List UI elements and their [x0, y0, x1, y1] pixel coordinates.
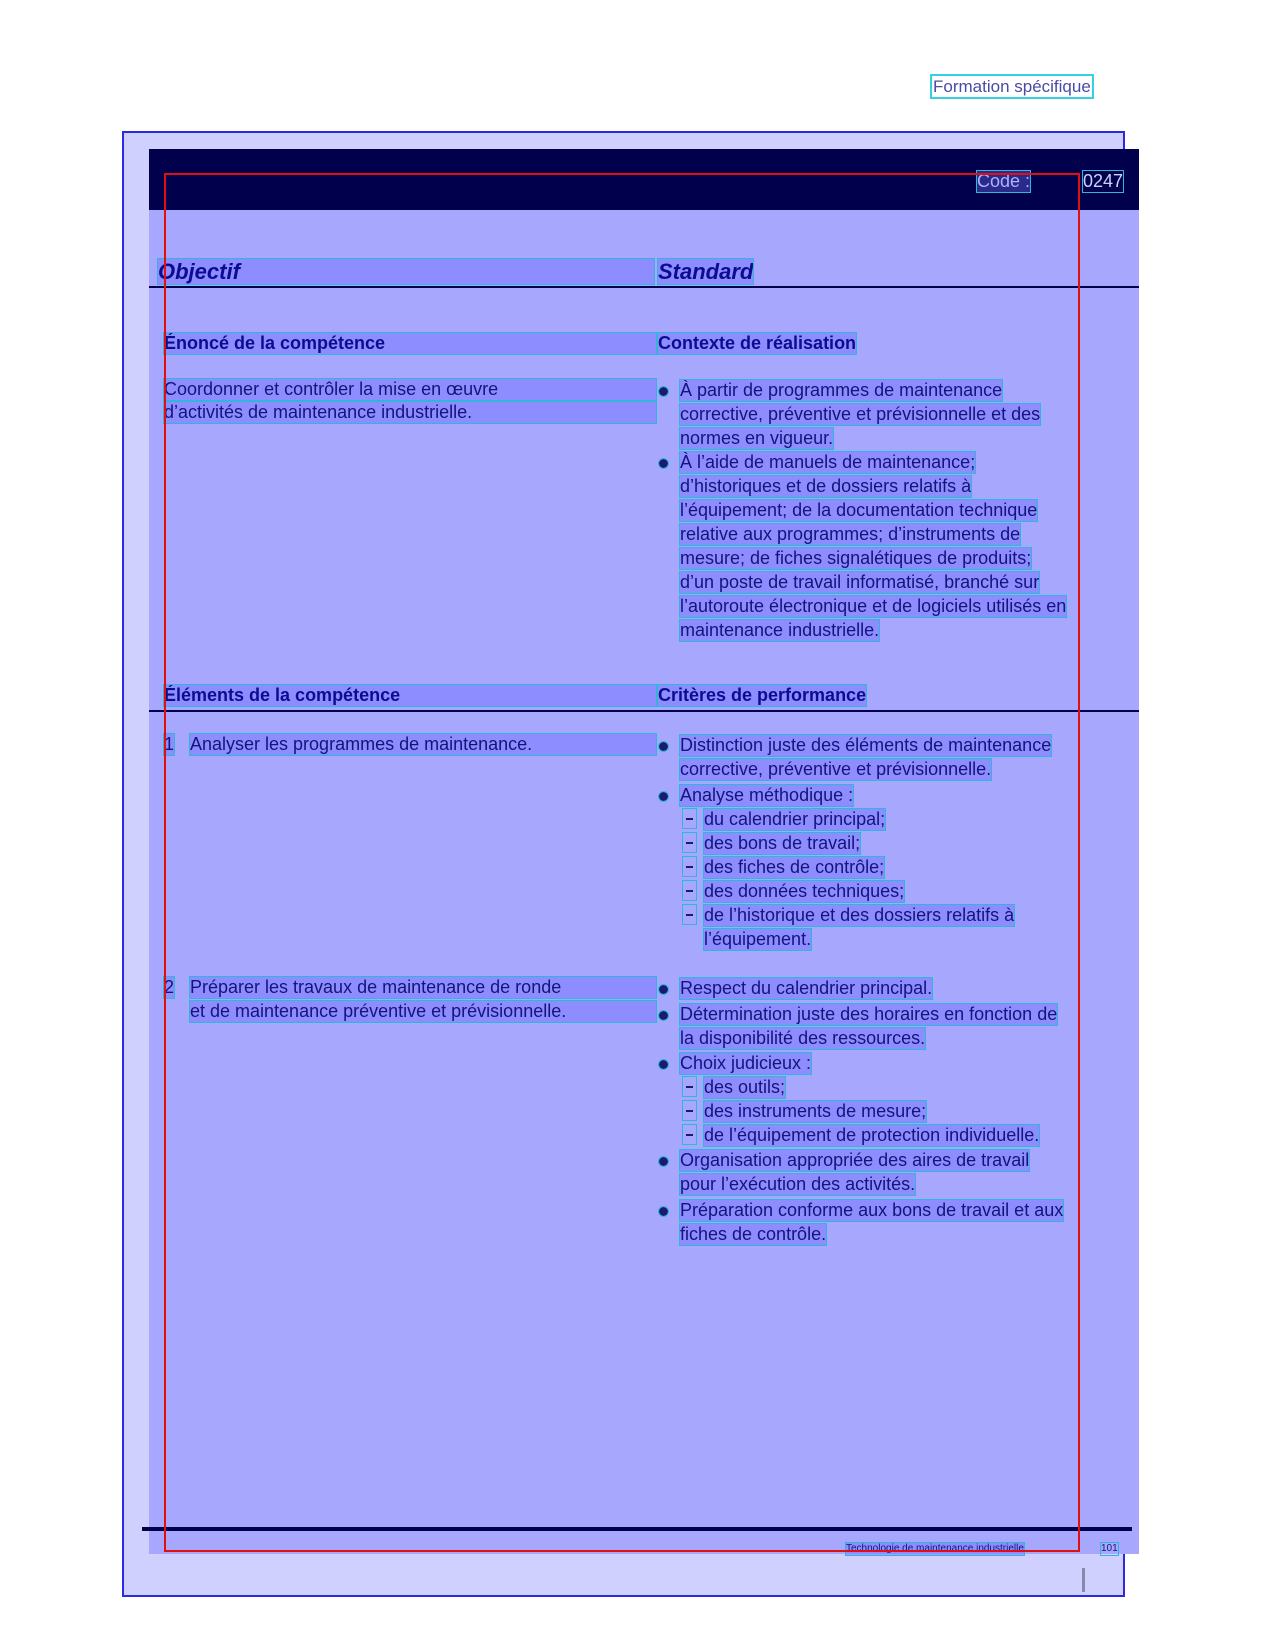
contexte-b2-line-2: d’historiques et de dossiers relatifs à	[680, 476, 972, 496]
dash-icon	[683, 857, 696, 876]
e2-c4-line-1: Organisation appropriée des aires de travail	[680, 1150, 1030, 1170]
contexte-b2-line-8: maintenance industrielle.	[680, 620, 880, 640]
bullet-icon	[659, 985, 668, 994]
contexte-b1-line-1: À partir de programmes de maintenance	[680, 380, 1003, 400]
enonce-line-1: Coordonner et contrôler la mise en œuvre	[164, 379, 656, 400]
element-2-line-2: et de maintenance préventive et prévisionnelle.	[190, 1001, 656, 1022]
e2-c1: Respect du calendrier principal.	[680, 978, 933, 998]
footer-rule	[142, 1527, 1132, 1531]
bullet-icon	[659, 1207, 668, 1216]
code-value: 0247	[1083, 171, 1124, 191]
e2-c2-line-2: la disponibilité des ressources.	[680, 1028, 926, 1048]
bullet-icon	[659, 1157, 668, 1166]
footer-page-number: 101	[1101, 1543, 1118, 1554]
bullet-icon	[659, 459, 668, 468]
page-marker	[1082, 1568, 1085, 1592]
bullet-icon	[659, 1011, 668, 1020]
code-label: Code :	[977, 171, 1031, 191]
element-2-line-1: Préparer les travaux de maintenance de ronde	[190, 977, 656, 998]
contexte-b2-line-5: mesure; de fiches signalétiques de produits;	[680, 548, 1032, 568]
criteres-heading: Critères de performance	[658, 685, 867, 705]
top-rule	[149, 286, 1139, 288]
dash-icon	[683, 809, 696, 828]
dash-icon	[683, 1125, 696, 1144]
e2-c4-line-2: pour l’exécution des activités.	[680, 1174, 916, 1194]
e1-sub-4: des données techniques;	[704, 881, 905, 901]
contexte-b1-line-3: normes en vigueur.	[680, 428, 834, 448]
elements-heading: Éléments de la compétence	[164, 685, 656, 706]
document-header-label: Formation spécifique	[933, 77, 1091, 96]
contexte-b2-line-7: l’autoroute électronique et de logiciels utilisés en	[680, 596, 1067, 616]
e1-sub-5: de l’historique et des dossiers relatifs à	[704, 905, 1015, 925]
e1-c1-line-2: corrective, préventive et prévisionnelle.	[680, 759, 992, 779]
contexte-heading: Contexte de réalisation	[658, 333, 857, 353]
footer-text: Technologie de maintenance industrielle	[846, 1543, 1024, 1554]
enonce-heading: Énoncé de la compétence	[164, 333, 656, 354]
contexte-b2-line-1: À l’aide de manuels de maintenance;	[680, 452, 976, 472]
e1-sub-5-cont: l’équipement.	[704, 929, 812, 949]
bullet-icon	[659, 792, 668, 801]
contexte-b2-line-4: relative aux programmes; d’instruments de	[680, 524, 1021, 544]
e1-c1-line-1: Distinction juste des éléments de maintenance	[680, 735, 1052, 755]
contexte-b2-line-3: l’équipement; de la documentation technique	[680, 500, 1038, 520]
e1-sub-1: du calendrier principal;	[704, 809, 886, 829]
e2-c3: Choix judicieux :	[680, 1053, 812, 1073]
contexte-b2-line-6: d’un poste de travail informatisé, branché sur	[680, 572, 1040, 592]
dash-icon	[683, 1101, 696, 1120]
objectif-heading: Objectif	[158, 259, 654, 284]
bullet-icon	[659, 387, 668, 396]
e1-sub-3: des fiches de contrôle;	[704, 857, 885, 877]
e1-c2: Analyse méthodique :	[680, 785, 854, 805]
dash-icon	[683, 833, 696, 852]
content-area	[149, 149, 1139, 1554]
e2-sub-3: de l’équipement de protection individuelle.	[704, 1125, 1040, 1145]
e2-sub-2: des instruments de mesure;	[704, 1101, 927, 1121]
e2-c5-line-2: fiches de contrôle.	[680, 1224, 827, 1244]
standard-heading: Standard	[658, 259, 754, 284]
dash-icon	[683, 881, 696, 900]
element-number: 2	[164, 977, 175, 997]
middle-rule	[149, 710, 1139, 712]
e2-sub-1: des outils;	[704, 1077, 786, 1097]
bullet-icon	[659, 742, 668, 751]
enonce-line-2: d’activités de maintenance industrielle.	[164, 402, 656, 423]
e2-c5-line-1: Préparation conforme aux bons de travail et aux	[680, 1200, 1064, 1220]
e2-c2-line-1: Détermination juste des horaires en fonction de	[680, 1004, 1058, 1024]
element-number: 1	[164, 734, 175, 754]
element-1-text: Analyser les programmes de maintenance.	[190, 734, 656, 755]
dash-icon	[683, 905, 696, 924]
bullet-icon	[659, 1060, 668, 1069]
contexte-b1-line-2: corrective, préventive et prévisionnelle et des	[680, 404, 1041, 424]
e1-sub-2: des bons de travail;	[704, 833, 861, 853]
dash-icon	[683, 1077, 696, 1096]
